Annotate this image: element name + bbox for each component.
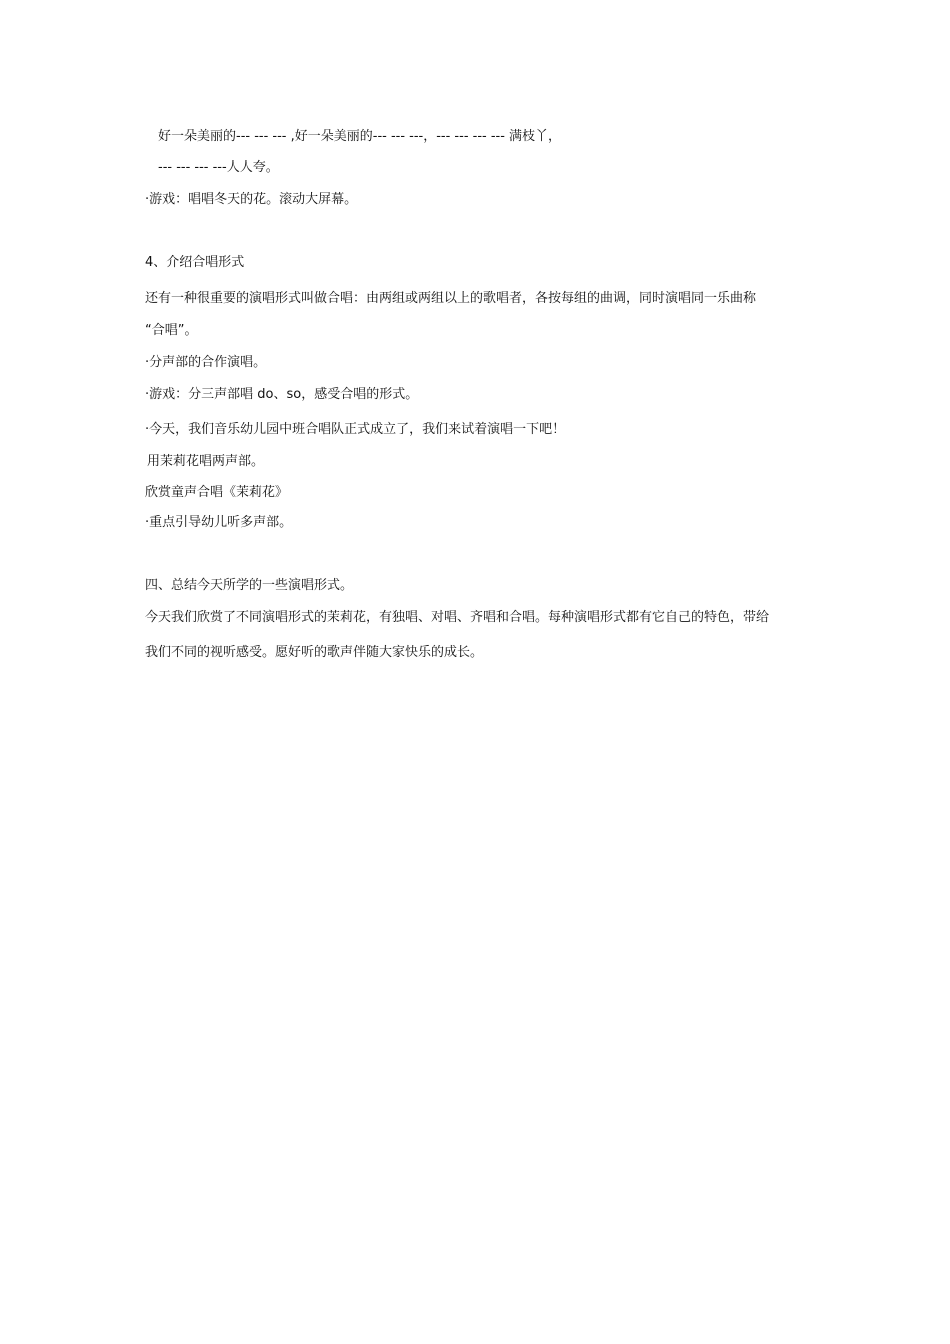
lyric-line-1: 好一朵美丽的--- --- --- ,好一朵美丽的--- --- ---，--- --- --- --- 满枝丫， — [158, 129, 562, 144]
bullet-part-singing: ·分声部的合作演唱。 — [145, 355, 267, 370]
paragraph-chorus-definition: 还有一种很重要的演唱形式叫做合唱：由两组或两组以上的歌唱者，各按每组的曲调，同时演唱同一乐曲称 — [145, 291, 757, 306]
line-two-part-jasmine: 用茉莉花唱两声部。 — [147, 454, 265, 469]
line-appreciate-chorus: 欣赏童声合唱《茉莉花》 — [145, 485, 289, 500]
paragraph-summary-2: 我们不同的视听感受。愿好听的歌声伴随大家快乐的成长。 — [145, 645, 484, 660]
paragraph-chorus-term: “合唱”。 — [145, 323, 198, 338]
bullet-listen-multipart: ·重点引导幼儿听多声部。 — [145, 515, 293, 530]
bullet-choir-founded: ·今天，我们音乐幼儿园中班合唱队正式成立了，我们来试着演唱一下吧！ — [145, 422, 566, 437]
bullet-game-three-parts: ·游戏：分三声部唱 do、so，感受合唱的形式。 — [145, 387, 419, 402]
section-heading-chorus: 4、介绍合唱形式 — [145, 255, 245, 270]
lyric-line-2: --- --- --- ---人人夸。 — [158, 160, 279, 175]
paragraph-summary-1: 今天我们欣赏了不同演唱形式的茉莉花，有独唱、对唱、齐唱和合唱。每种演唱形式都有它自己的特色，带给 — [145, 610, 770, 625]
game-winter-flowers: ·游戏：唱唱冬天的花。滚动大屏幕。 — [145, 192, 358, 207]
section-heading-summary: 四、总结今天所学的一些演唱形式。 — [145, 578, 354, 593]
